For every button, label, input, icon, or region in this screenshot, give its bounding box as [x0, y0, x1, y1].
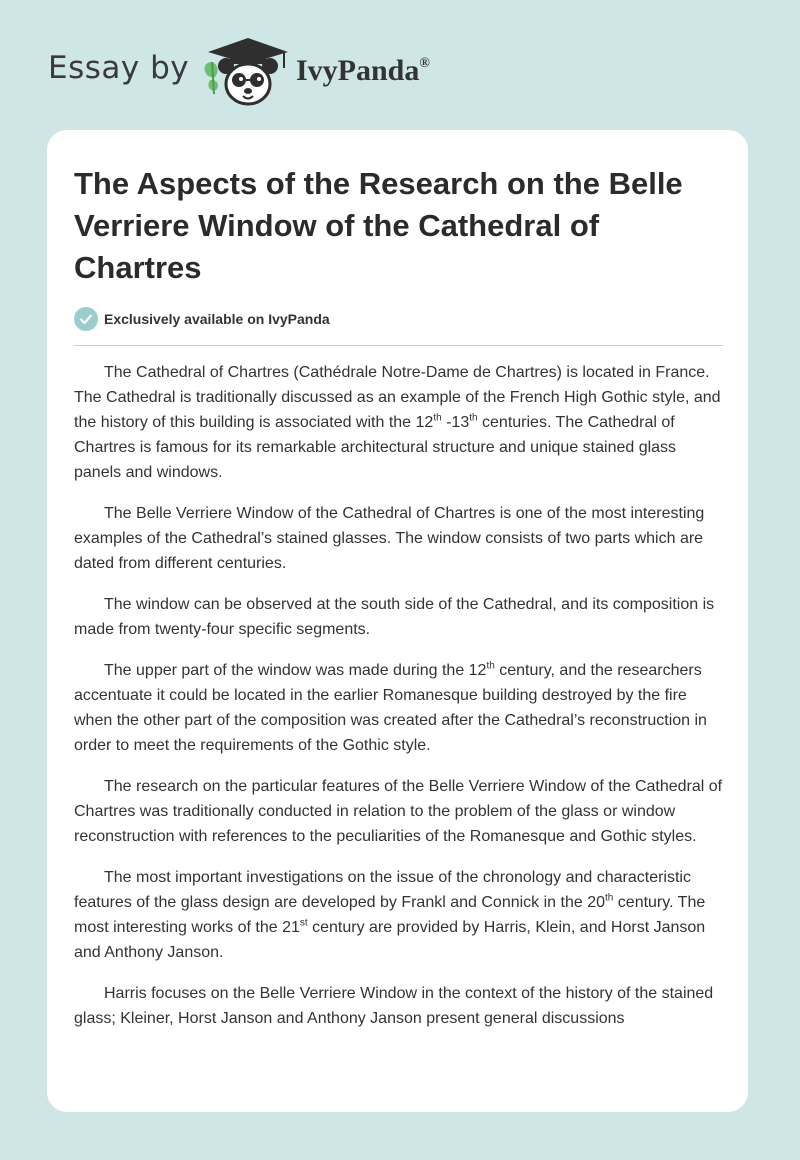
divider — [74, 345, 723, 346]
paragraph-1: The Cathedral of Chartres (Cathédrale Notre-Dame de Chartres) is located in France. The Cathedral is traditionally discussed as an example of the French High Gothic style, and the history of this building is associated with the 12th -13th centuries. The Cathedral of Chartres is famous for its remarkable architectural structure and unique stained glass panels and windows. — [74, 364, 721, 481]
ivypanda-logo-text[interactable] — [296, 54, 430, 88]
essay-card — [47, 130, 748, 1112]
paragraph-3: The window can be observed at the south side of the Cathedral, and its composition is made from twenty-four specific segments. — [74, 596, 715, 638]
paragraph-7: Harris focuses on the Belle Verriere Window in the context of the history of the stained glass; Kleiner, Horst Janson and Anthony Janson present general discussions — [74, 985, 714, 1027]
essay-body — [74, 360, 726, 1047]
panda-graduate-icon — [200, 36, 292, 108]
paragraph-6: The most important investigations on the issue of the chronology and characteristic features of the glass design are developed by Frankl and Connick in the 20th century. The most interesting works of the 21st century are provided by Harris, Klein, and Horst Janson and Anthony Janson. — [74, 869, 706, 961]
exclusive-badge — [74, 306, 330, 332]
paragraph-2: The Belle Verriere Window of the Cathedral of Chartres is one of the most interesting examples of the Cathedral’s stained glasses. The window consists of two parts which are dated from different centuries. — [74, 505, 705, 572]
essay-title: The Aspects of the Research on the Belle Verriere Window of the Cathedral of Chartres — [74, 166, 683, 285]
essay-by-label: Essay by — [48, 50, 190, 86]
paragraph-4: The upper part of the window was made during the 12th century, and the researchers accentuate it could be located in the earlier Romanesque building destroyed by the fire when the other part of the composition was created after the Cathedral’s reconstruction in order to meet the requirements of the Gothic style. — [74, 660, 707, 754]
check-circle-icon — [74, 307, 98, 331]
registered-mark: ® — [419, 56, 430, 71]
logo-name: IvyPanda — [296, 54, 420, 87]
site-header — [0, 0, 800, 120]
exclusive-label: Exclusively available on IvyPanda — [104, 311, 330, 327]
paragraph-5: The research on the particular features of the Belle Verriere Window of the Cathedral of Chartres was traditionally conducted in relation to the problem of the glass or window reconstruction with references to the peculiarities of the Romanesque and Gothic styles. — [74, 778, 723, 845]
